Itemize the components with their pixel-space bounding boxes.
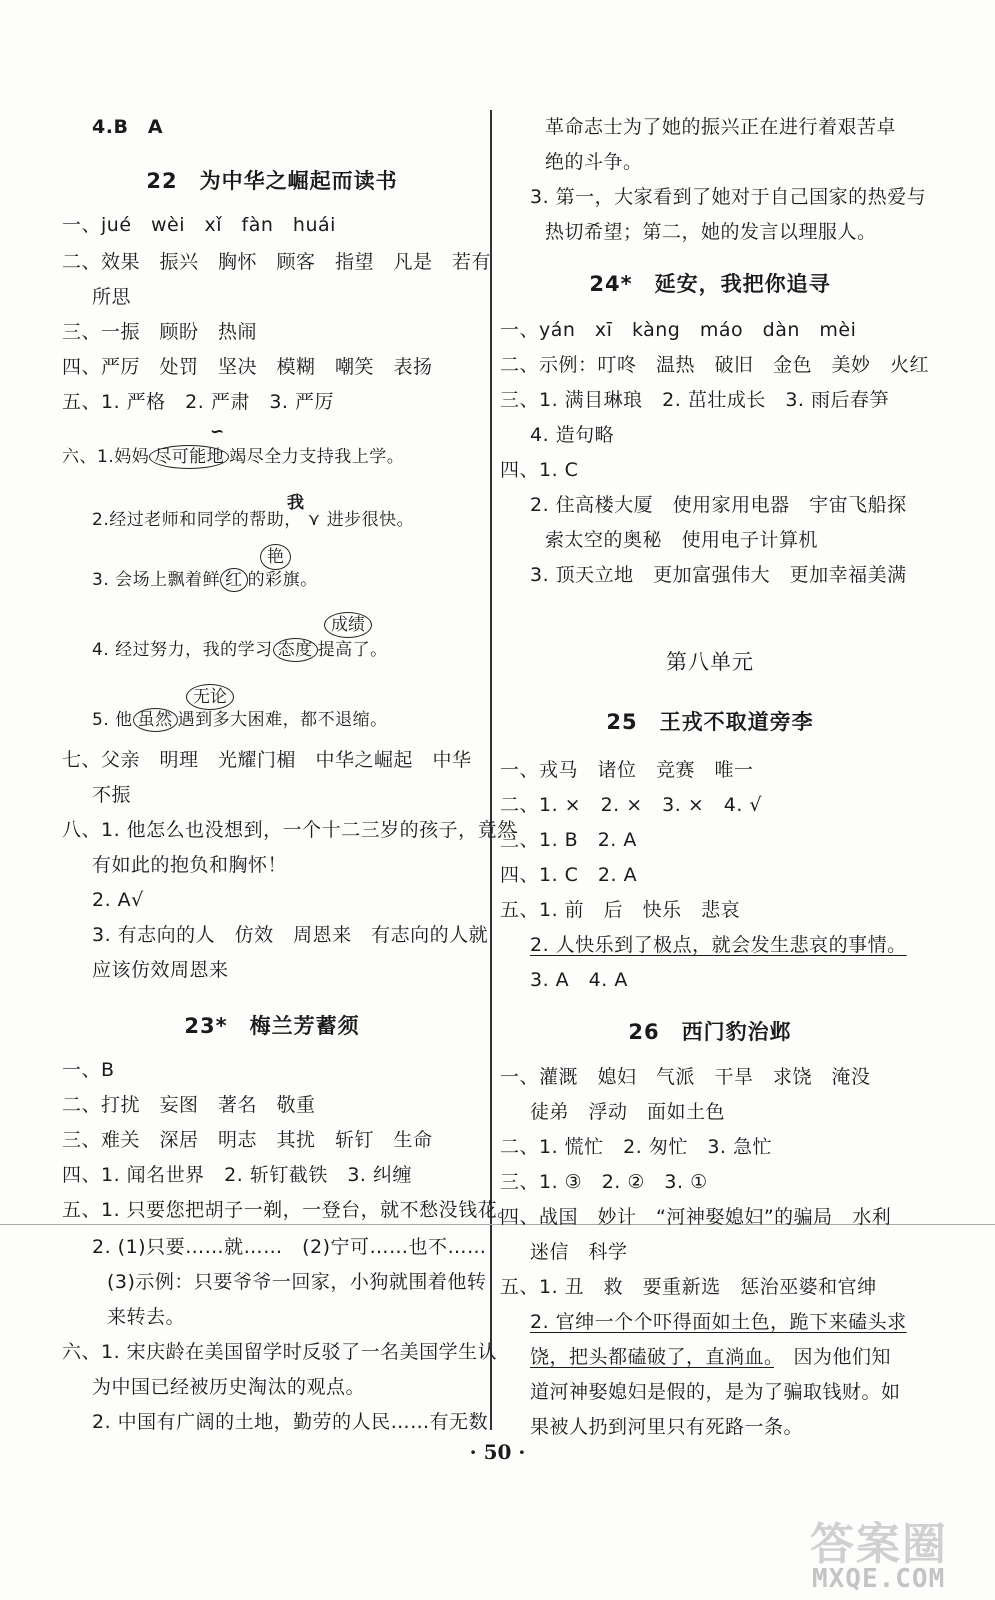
circled-word: 红 (220, 568, 248, 592)
answer-line: 绝的斗争。 (545, 151, 643, 173)
answer-line: 一、B (62, 1059, 115, 1081)
correction-line (92, 638, 388, 662)
answer-line: 二、1. 慌忙 2. 匆忙 3. 急忙 (500, 1136, 773, 1158)
column-divider (490, 110, 492, 1430)
answer-line: 索太空的奥秘 使用电子计算机 (545, 529, 819, 551)
text-part: 5. 他 (92, 710, 133, 730)
answer-line: 一、戎马 诸位 竞赛 唯一 (500, 759, 754, 781)
answer-line: 三、难关 深居 明志 其扰 斩钉 生命 (62, 1129, 433, 1151)
circled-word: 态度 (273, 638, 318, 662)
answer-line: 二、效果 振兴 胸怀 顾客 指望 凡是 若有 (62, 251, 492, 273)
lesson-title-23: 23* 梅兰芳蓄须 (184, 1014, 360, 1038)
answer-line: 四、1. C (500, 459, 579, 481)
unit-heading: 第八单元 (666, 650, 754, 674)
correction-line (92, 508, 414, 532)
answer-line: 二、示例：叮咚 温热 破旧 金色 美妙 火红 (500, 354, 930, 376)
answer-line: 2. A√ (92, 889, 144, 911)
answer-line: 不振 (92, 784, 132, 806)
answer-line (530, 1345, 891, 1369)
answer-line: 果被人扔到河里只有死路一条。 (530, 1416, 804, 1438)
answer-line: 有如此的抱负和胸怀！ (92, 854, 288, 876)
answer-line: 四、严厉 处罚 坚决 模糊 嘲笑 表扬 (62, 356, 433, 378)
replacement-word: 无论 (186, 684, 234, 710)
text-part: 2.经过老师和同学的帮助， (92, 510, 302, 530)
underlined-text: 饶，把头都磕破了，直淌血。 (530, 1346, 775, 1368)
lesson-title-24: 24* 延安，我把你追寻 (589, 272, 831, 296)
watermark-text: 答案圈 (810, 1519, 948, 1570)
lesson-title-25: 25 王戎不取道旁李 (606, 710, 814, 734)
text-part: 的彩旗。 (247, 570, 318, 590)
answer-line: 三、一振 顾盼 热闹 (62, 321, 258, 343)
text-part: 竭尽全力支持我上学。 (229, 447, 405, 467)
replacement-word: 艳 (260, 544, 291, 570)
text-part: 遇到多大困难，都不退缩。 (177, 710, 388, 730)
answer-line: 热切希望；第二，她的发言以理服人。 (545, 221, 877, 243)
answer-line: 3. A 4. A (530, 969, 628, 991)
answer-line: 革命志士为了她的振兴正在进行着艰苦卓 (545, 116, 897, 138)
insert-caret: ⋎ (307, 510, 321, 530)
answer-line: 2. 官绅一个个吓得面如土色，跪下来磕头求 (530, 1311, 907, 1333)
answer-line: 2. 中国有广阔的土地，勤劳的人民……有无数 (92, 1411, 489, 1433)
circled-word: 虽然 (133, 708, 178, 732)
answer-line: 4.B A (92, 116, 164, 138)
correction-line (92, 568, 318, 592)
answer-line: (3)示例：只要爷爷一回家，小狗就围着他转 (107, 1271, 487, 1293)
answer-line: 五、1. 只要您把胡子一剃，一登台，就不愁没钱花。 (62, 1199, 517, 1221)
answer-line: 迷信 科学 (530, 1241, 628, 1263)
answer-line: 六、1. 宋庆龄在美国留学时反驳了一名美国学生认 (62, 1341, 498, 1363)
delete-mark: ∽ (210, 422, 225, 442)
answer-line: 二、1. × 2. × 3. × 4. √ (500, 794, 763, 816)
answer-line: 2. 住高楼大厦 使用家用电器 宇宙飞船探 (530, 494, 907, 516)
page-number: · 50 · (469, 1440, 526, 1464)
answer-line: 3. 顶天立地 更加富强伟大 更加幸福美满 (530, 564, 907, 586)
answer-line: 四、1. C 2. A (500, 864, 638, 886)
insert-word: 我 (287, 493, 304, 513)
answer-line: 2. 人快乐到了极点，就会发生悲哀的事情。 (530, 934, 907, 956)
answer-line: 应该仿效周恩来 (92, 959, 229, 981)
answer-line: 五、1. 严格 2. 严肃 3. 严厉 (62, 391, 335, 413)
text-part: 提高了。 (317, 640, 388, 660)
answer-line: 五、1. 丑 救 要重新选 惩治巫婆和官绅 (500, 1276, 877, 1298)
answer-line: 一、jué wèi xǐ fàn huái (62, 214, 336, 236)
answer-line: 道河神娶媳妇是假的，是为了骗取钱财。如 (530, 1381, 901, 1403)
answer-line: 所思 (92, 286, 132, 308)
answer-line: 徒弟 浮动 面如土色 (530, 1101, 726, 1123)
correction-line (92, 708, 388, 732)
answer-line: 来转去。 (107, 1306, 186, 1328)
replacement-word: 成绩 (324, 612, 372, 638)
watermark-url: MXQE.COM (812, 1564, 946, 1594)
text-part: 4. 经过努力，我的学习 (92, 640, 273, 660)
answer-line: 2. (1)只要……就…… (2)宁可……也不…… (92, 1236, 487, 1258)
answer-line: 3. 有志向的人 仿效 周恩来 有志向的人就 (92, 924, 489, 946)
text-part: 3. 会场上飘着鲜 (92, 570, 221, 590)
lesson-title-26: 26 西门豹治邺 (628, 1020, 792, 1044)
answer-line: 四、1. 闻名世界 2. 斩钉截铁 3. 纠缠 (62, 1164, 413, 1186)
answer-line: 4. 造句略 (530, 424, 615, 446)
answer-line: 一、灌溉 媳妇 气派 干旱 求饶 淹没 (500, 1066, 871, 1088)
answer-line: 八、1. 他怎么也没想到，一个十二三岁的孩子，竟然 (62, 819, 517, 841)
watermark-logo (810, 1508, 985, 1596)
answer-line: 七、父亲 明理 光耀门楣 中华之崛起 中华 (62, 749, 472, 771)
text-part: 进步很快。 (326, 510, 415, 530)
answer-line: 四、战国 妙计 “河神娶媳妇”的骗局 水利 (500, 1206, 892, 1228)
text-part: 因为他们知 (774, 1346, 892, 1368)
lesson-title-22: 22 为中华之崛起而读书 (146, 169, 398, 193)
answer-line: 一、yán xī kàng máo dàn mèi (500, 319, 857, 341)
text-part: 六、1.妈妈 (62, 447, 150, 467)
answer-line: 3. 第一，大家看到了她对于自己国家的热爱与 (530, 186, 927, 208)
circled-word: 尽可能地 (149, 445, 229, 469)
answer-line: 为中国已经被历史淘汰的观点。 (92, 1376, 366, 1398)
correction-line (62, 445, 404, 469)
answer-line: 五、1. 前 后 快乐 悲哀 (500, 899, 741, 921)
answer-line: 三、1. ③ 2. ② 3. ① (500, 1171, 708, 1193)
answer-line: 三、1. B 2. A (500, 829, 637, 851)
answer-line: 二、打扰 妄图 著名 敬重 (62, 1094, 316, 1116)
answer-line: 三、1. 满目琳琅 2. 茁壮成长 3. 雨后春笋 (500, 389, 890, 411)
